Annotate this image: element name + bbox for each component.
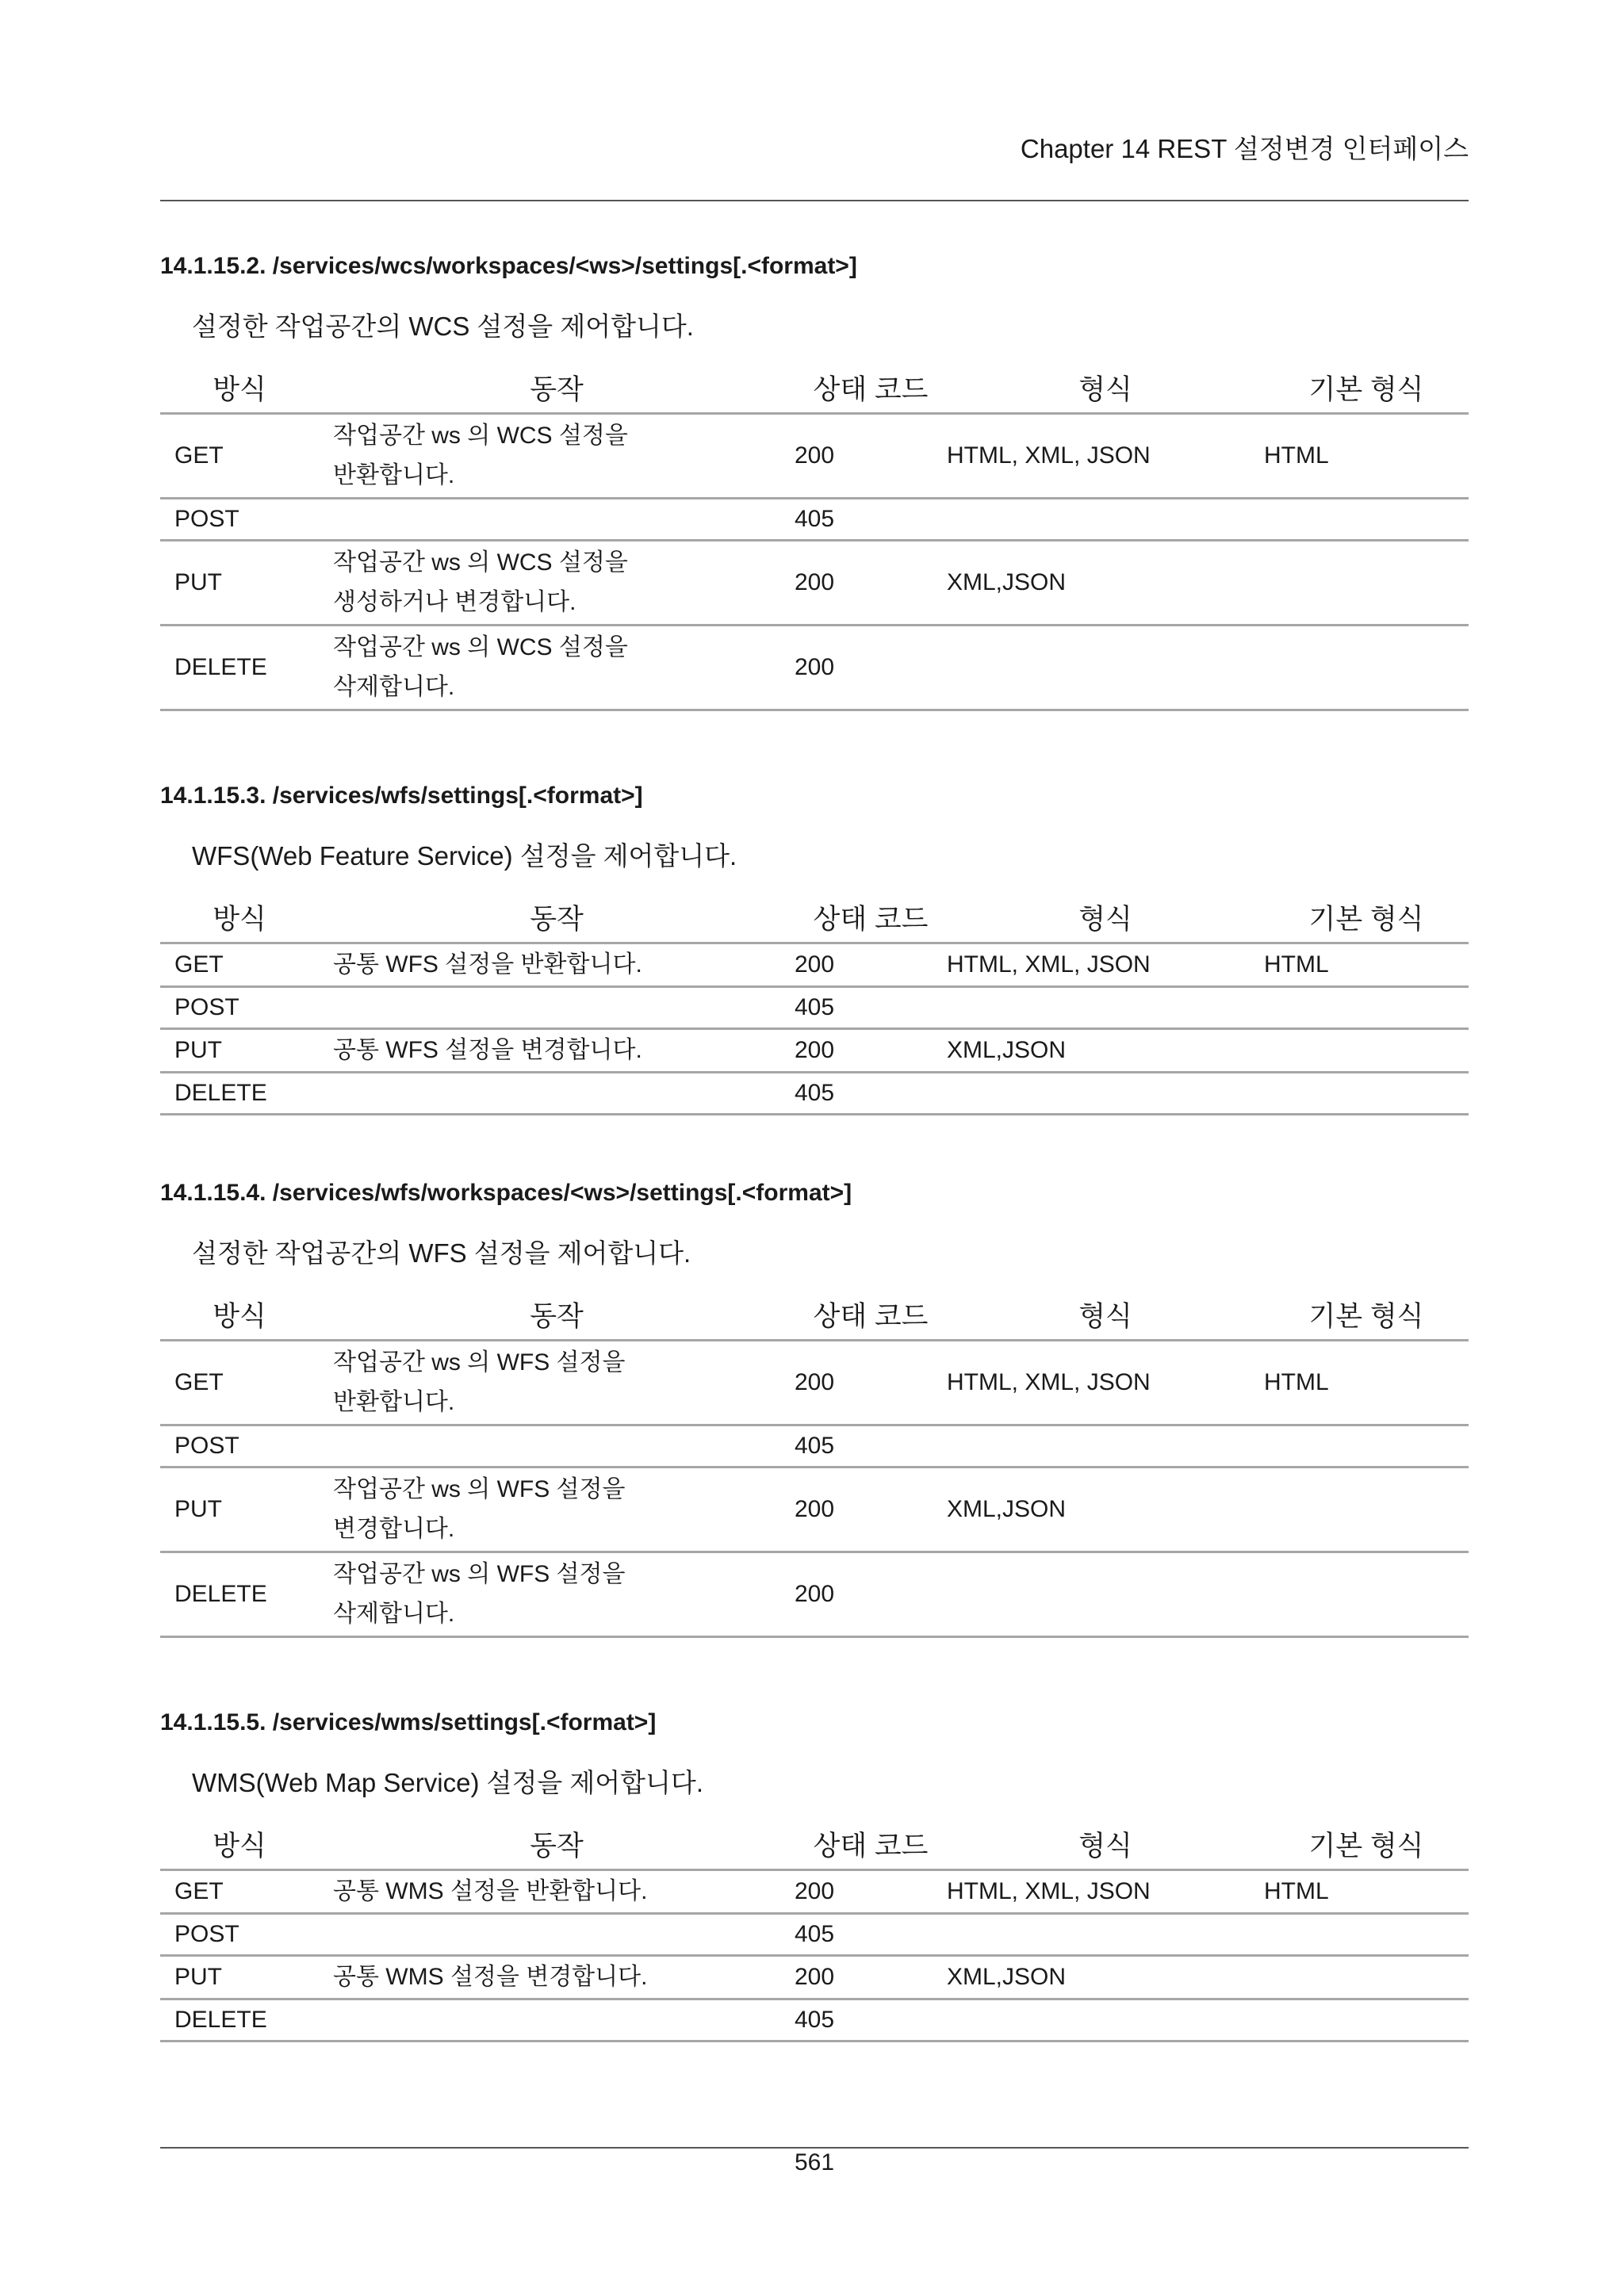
section-heading: 14.1.15.3. /services/wfs/settings[.<format>] — [160, 783, 643, 809]
column-header-action: 동작 — [319, 893, 795, 943]
format-cell: HTML, XML, JSON — [947, 1341, 1264, 1425]
status-cell: 200 — [795, 1341, 947, 1425]
table-row — [160, 987, 1469, 1029]
format-cell — [947, 1552, 1264, 1637]
page-number: 561 — [794, 2149, 835, 2175]
section-heading: 14.1.15.2. /services/wcs/workspaces/<ws>/settings[.<format>] — [160, 253, 857, 279]
default-format-cell — [1264, 1999, 1469, 2042]
format-cell: XML,JSON — [947, 1956, 1264, 1999]
format-cell: HTML, XML, JSON — [947, 943, 1264, 987]
column-header-method: 방식 — [160, 1820, 319, 1870]
table-row — [160, 1956, 1469, 1999]
format-cell — [947, 1999, 1264, 2042]
default-format-cell — [1264, 987, 1469, 1029]
table-row — [160, 943, 1469, 987]
column-header-format: 형식 — [947, 893, 1264, 943]
action-cell: 작업공간 ws 의 WCS 설정을 반환합니다. — [333, 423, 628, 488]
column-header-action: 동작 — [319, 1290, 795, 1341]
method-cell: GET — [160, 1341, 319, 1425]
table-row — [160, 541, 1469, 626]
action-cell: 공통 WMS 설정을 반환합니다. — [333, 1878, 648, 1904]
table-row — [160, 626, 1469, 710]
format-cell — [947, 1425, 1264, 1468]
format-cell: XML,JSON — [947, 1029, 1264, 1073]
method-cell: GET — [160, 943, 319, 987]
section-description: 설정한 작업공간의 WCS 설정을 제어합니다. — [192, 312, 694, 341]
column-header-status: 상태 코드 — [795, 1290, 947, 1341]
status-cell: 200 — [795, 414, 947, 499]
column-header-format: 형식 — [947, 1820, 1264, 1870]
method-cell: POST — [160, 1914, 319, 1956]
method-cell: DELETE — [160, 626, 319, 710]
format-cell — [947, 1073, 1264, 1115]
default-format-cell — [1264, 1029, 1469, 1073]
format-cell — [947, 987, 1264, 1029]
api-table — [160, 363, 1469, 711]
status-cell: 200 — [795, 1029, 947, 1073]
default-format-cell — [1264, 1468, 1469, 1552]
status-cell: 200 — [795, 1552, 947, 1637]
api-table — [160, 1290, 1469, 1638]
default-format-cell: HTML — [1264, 943, 1469, 987]
action-cell: 공통 WMS 설정을 변경합니다. — [333, 1964, 648, 1990]
method-cell: PUT — [160, 1029, 319, 1073]
column-header-status: 상태 코드 — [795, 1820, 947, 1870]
column-header-method: 방식 — [160, 363, 319, 414]
status-cell: 200 — [795, 1956, 947, 1999]
status-cell: 200 — [795, 1468, 947, 1552]
table-row — [160, 1870, 1469, 1914]
default-format-cell — [1264, 1073, 1469, 1115]
column-header-default: 기본 형식 — [1264, 893, 1469, 943]
column-header-format: 형식 — [947, 1290, 1264, 1341]
status-cell: 405 — [795, 499, 947, 541]
section-description: 설정한 작업공간의 WFS 설정을 제어합니다. — [192, 1238, 691, 1268]
section-description: WMS(Web Map Service) 설정을 제어합니다. — [192, 1768, 703, 1797]
column-header-action: 동작 — [319, 363, 795, 414]
method-cell: DELETE — [160, 1552, 319, 1637]
status-cell: 405 — [795, 1425, 947, 1468]
status-cell: 200 — [795, 1870, 947, 1914]
default-format-cell — [1264, 499, 1469, 541]
action-cell: 작업공간 ws 의 WFS 설정을 반환합니다. — [333, 1349, 626, 1415]
section-wcs-workspace-settings — [160, 251, 1469, 711]
page-header: Chapter 14 REST 설정변경 인터페이스 — [1020, 134, 1469, 163]
method-cell: POST — [160, 499, 319, 541]
table-row — [160, 1468, 1469, 1552]
table-row — [160, 1073, 1469, 1115]
method-cell: DELETE — [160, 1999, 319, 2042]
status-cell: 405 — [795, 1073, 947, 1115]
column-header-method: 방식 — [160, 893, 319, 943]
column-header-format: 형식 — [947, 363, 1264, 414]
default-format-cell — [1264, 1914, 1469, 1956]
format-cell: XML,JSON — [947, 1468, 1264, 1552]
section-wfs-workspace-settings — [160, 1177, 1469, 1638]
table-row — [160, 499, 1469, 541]
table-row — [160, 1425, 1469, 1468]
status-cell: 200 — [795, 541, 947, 626]
action-cell: 작업공간 ws 의 WFS 설정을 삭제합니다. — [333, 1561, 626, 1627]
format-cell — [947, 626, 1264, 710]
default-format-cell — [1264, 541, 1469, 626]
table-row — [160, 1999, 1469, 2042]
column-header-action: 동작 — [319, 1820, 795, 1870]
column-header-status: 상태 코드 — [795, 893, 947, 943]
default-format-cell: HTML — [1264, 1341, 1469, 1425]
status-cell: 405 — [795, 1914, 947, 1956]
default-format-cell — [1264, 1956, 1469, 1999]
method-cell: GET — [160, 1870, 319, 1914]
section-wms-settings — [160, 1707, 1469, 2042]
action-cell: 공통 WFS 설정을 반환합니다. — [333, 951, 642, 978]
table-row — [160, 1029, 1469, 1073]
method-cell: PUT — [160, 1468, 319, 1552]
table-row — [160, 1552, 1469, 1637]
method-cell: DELETE — [160, 1073, 319, 1115]
section-heading: 14.1.15.4. /services/wfs/workspaces/<ws>/settings[.<format>] — [160, 1180, 852, 1206]
format-cell — [947, 499, 1264, 541]
section-wfs-settings — [160, 780, 1469, 1115]
status-cell: 200 — [795, 626, 947, 710]
column-header-default: 기본 형식 — [1264, 1290, 1469, 1341]
default-format-cell: HTML — [1264, 414, 1469, 499]
format-cell: HTML, XML, JSON — [947, 414, 1264, 499]
table-row — [160, 1914, 1469, 1956]
status-cell: 405 — [795, 1999, 947, 2042]
method-cell: PUT — [160, 1956, 319, 1999]
action-cell: 공통 WFS 설정을 변경합니다. — [333, 1037, 642, 1063]
default-format-cell — [1264, 626, 1469, 710]
action-cell: 작업공간 ws 의 WCS 설정을 삭제합니다. — [333, 634, 628, 700]
method-cell: GET — [160, 414, 319, 499]
column-header-status: 상태 코드 — [795, 363, 947, 414]
api-table — [160, 893, 1469, 1115]
column-header-method: 방식 — [160, 1290, 319, 1341]
format-cell: XML,JSON — [947, 541, 1264, 626]
api-table — [160, 1820, 1469, 2042]
status-cell: 405 — [795, 987, 947, 1029]
section-heading: 14.1.15.5. /services/wms/settings[.<format>] — [160, 1709, 657, 1735]
default-format-cell — [1264, 1552, 1469, 1637]
table-row — [160, 414, 1469, 499]
action-cell: 작업공간 ws 의 WFS 설정을 변경합니다. — [333, 1476, 626, 1542]
table-row — [160, 1341, 1469, 1425]
format-cell: HTML, XML, JSON — [947, 1870, 1264, 1914]
column-header-default: 기본 형식 — [1264, 1820, 1469, 1870]
method-cell: PUT — [160, 541, 319, 626]
default-format-cell — [1264, 1425, 1469, 1468]
column-header-default: 기본 형식 — [1264, 363, 1469, 414]
action-cell: 작업공간 ws 의 WCS 설정을 생성하거나 변경합니다. — [333, 549, 628, 615]
section-description: WFS(Web Feature Service) 설정을 제어합니다. — [192, 841, 737, 871]
default-format-cell: HTML — [1264, 1870, 1469, 1914]
method-cell: POST — [160, 1425, 319, 1468]
format-cell — [947, 1914, 1264, 1956]
status-cell: 200 — [795, 943, 947, 987]
method-cell: POST — [160, 987, 319, 1029]
header-divider — [160, 200, 1469, 201]
